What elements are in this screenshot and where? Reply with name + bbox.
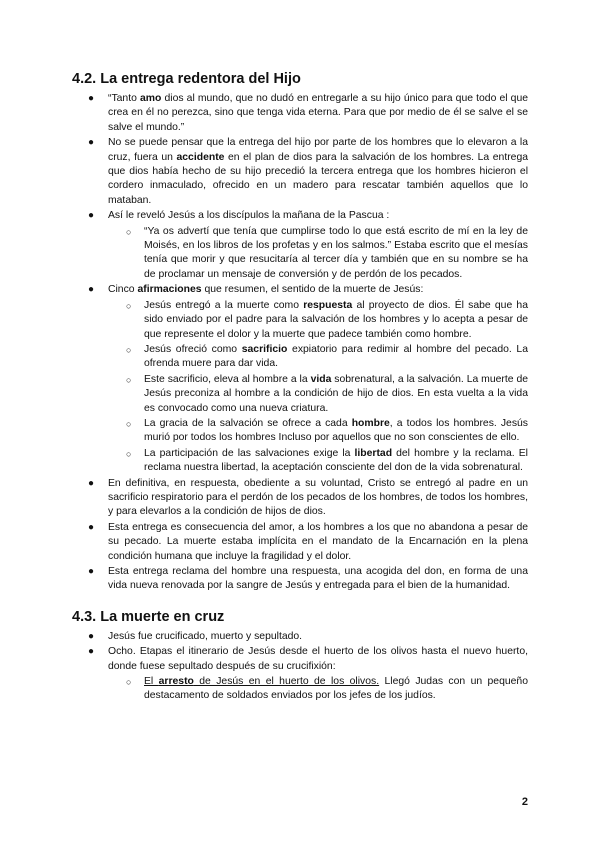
document-page <box>72 70 528 705</box>
bold-term <box>355 448 393 459</box>
bullet-circle-icon: ○ <box>126 300 132 311</box>
underlined-text <box>144 676 159 687</box>
bullet-dot-icon: ● <box>88 210 95 222</box>
list-item <box>72 136 528 208</box>
text-run: El <box>144 676 159 688</box>
bullet-circle-icon: ○ <box>126 448 132 459</box>
page-number: 2 <box>521 796 528 808</box>
bullet-dot-icon: ● <box>88 521 95 533</box>
bullet-circle-icon: ○ <box>126 226 132 237</box>
text-run: vida <box>310 373 332 385</box>
bold-term <box>242 344 288 355</box>
sub-list-item <box>108 675 528 704</box>
bold-term <box>177 152 225 163</box>
text-run: dios al mundo, que no dudó en entregarle a su hijo único para que todo el que crea en él no perezca, sino que tenga vida eterna. Para que por medio de él se salve el se salve el mundo.” <box>108 93 528 133</box>
text-run: accidente <box>176 151 225 163</box>
text-run: , a todos los hombres. Jesús murió por todos los hombres Incluso por aquellos que no son conscientes de ello. <box>144 417 529 444</box>
text-run: Ocho. Etapas el itinerario de Jesús desde el huerto de los olivos hasta el nuevo huerto, donde fuese sepultado después de su crucifixión: <box>108 646 528 672</box>
sub-list-item <box>108 225 528 283</box>
text-run: sacrificio <box>241 343 288 355</box>
section-heading-4-3: 4.3. La muerte en cruz <box>72 608 225 625</box>
list-item <box>72 477 528 520</box>
section-4-3-list <box>72 630 528 704</box>
bold-term <box>140 93 161 104</box>
bold-term <box>352 418 390 429</box>
list-item <box>72 209 528 282</box>
text-run: al proyecto de dios. Él sabe que ha sido enviado por el padre para la salvación de los hombres y lo acepta a pesar de que represente el dolor y la muerte que padece también como hombre. <box>144 299 528 340</box>
text-run: Jesús entregó a la muerte como <box>144 299 304 311</box>
text-run: La participación de las salvaciones exige la <box>144 447 355 459</box>
bullet-circle-icon: ○ <box>126 344 132 355</box>
bullet-dot-icon: ● <box>88 566 95 577</box>
text-run: Esta entrega es consecuencia del amor, a los hombres a los que no abandona a pesar de su pecado. La muerte estaba implícita en el mandato de la Encarnación en la plena condición humana que incluye la fragilidad y el dolor. <box>108 521 528 562</box>
bullet-dot-icon: ● <box>88 477 95 489</box>
sub-list-item <box>108 373 528 416</box>
text-run: sobrenatural, a la salvación. La muerte de Jesús preconiza al hombre a la condición de hijo de dios. En esta vuelta a la vida es convocado como una nueva criatura. <box>144 373 528 414</box>
bold-term <box>159 676 194 687</box>
bullet-circle-icon: ○ <box>126 418 132 429</box>
list-item <box>72 565 528 594</box>
text-run: arresto <box>158 676 194 688</box>
bold-term <box>311 374 332 385</box>
text-run: libertad <box>354 447 393 459</box>
list-item <box>72 92 528 135</box>
text-run: Llegó Judas con un pequeño destacamento de soldados enviados por los jefes de los judíos. <box>144 676 528 702</box>
bullet-dot-icon: ● <box>88 284 95 296</box>
underlined-text <box>159 676 194 687</box>
text-run: amo <box>140 93 162 104</box>
text-run: que resumen, el sentido de la muerte de Jesús: <box>201 284 424 296</box>
list-item <box>72 521 528 564</box>
section-heading-4-2: 4.2. La entrega redentora del Hijo <box>72 71 301 87</box>
bullet-dot-icon: ● <box>88 630 95 642</box>
list-item <box>72 630 528 644</box>
sub-list-item <box>108 343 528 372</box>
text-run: Este sacrificio, eleva al hombre a la <box>144 373 311 385</box>
text-run: “Ya os advertí que tenía que cumplirse todo lo que está escrito de mí en la ley de Moisés, en los libros de los profetas y en los salmos.” Estaba escrito que el mesías tenía que morir y que resucitaría al tercer día y también que en su nombre se ha de proclamar un mensaje de conversión y de perdón de los pecados. <box>144 225 528 280</box>
text-run: de Jesús en el huerto de los olivos. <box>193 676 380 688</box>
text-run: Jesús fue crucificado, muerto y sepultado. <box>108 630 303 642</box>
sub-list-item <box>108 447 528 476</box>
text-run: afirmaciones <box>137 284 202 296</box>
text-run: Cinco <box>108 284 138 296</box>
text-run: expiatorio para redimir al hombre del pecado. La ofrenda muere para dar vida. <box>144 343 528 370</box>
text-run: del hombre y la reclama. El reclama nuestra libertad, la aceptación consciente del don de la vida sobrenatural. <box>144 447 528 474</box>
list-item <box>72 645 528 704</box>
text-run: “Tanto <box>108 93 140 104</box>
sub-list-item <box>108 417 528 446</box>
bullet-dot-icon: ● <box>88 137 95 149</box>
sub-list <box>108 299 528 476</box>
text-run: Así le reveló Jesús a los discípulos la mañana de la Pascua : <box>108 210 390 222</box>
bold-term <box>137 284 201 295</box>
sub-list <box>108 225 528 283</box>
text-run: respuesta <box>303 299 353 311</box>
text-run: Esta entrega reclama del hombre una respuesta, una acogida del don, en forma de una vida nueva renovada por la sangre de Jesús y entregada para el bien de la humanidad. <box>108 566 528 592</box>
text-run: No se puede pensar que la entrega del hijo por parte de los hombres que lo elevaron a la cruz, fuera un <box>108 137 528 163</box>
bullet-dot-icon: ● <box>88 646 95 658</box>
list-item <box>72 283 528 475</box>
text-run: La gracia de la salvación se ofrece a cada <box>144 417 352 429</box>
text-run: en el plan de dios para la salvación de los hombres. La entrega que dios había hecho de su hijo precedió la tercera entrega que los hombres hicieron el cordero inmaculado, ofrecido en un madero para rescatar también aquellos que lo mataban. <box>108 151 529 206</box>
bullet-circle-icon: ○ <box>126 374 132 385</box>
sub-list <box>108 675 528 704</box>
sub-list-item <box>108 299 528 342</box>
bullet-circle-icon: ○ <box>126 677 132 688</box>
underlined-text <box>194 676 379 687</box>
text-run: hombre <box>351 417 390 429</box>
section-4-2-list <box>72 92 528 594</box>
text-run: Jesús ofreció como <box>144 343 242 355</box>
bold-term <box>303 300 352 311</box>
text-run: En definitiva, en respuesta, obediente a su voluntad, Cristo se entregó al padre en un sacrificio respiratorio para el perdón de los pecados de los hombres, de todos los hombres, y para elevarlos a la condición de hijos de dios. <box>108 477 528 518</box>
bullet-dot-icon: ● <box>88 93 95 104</box>
